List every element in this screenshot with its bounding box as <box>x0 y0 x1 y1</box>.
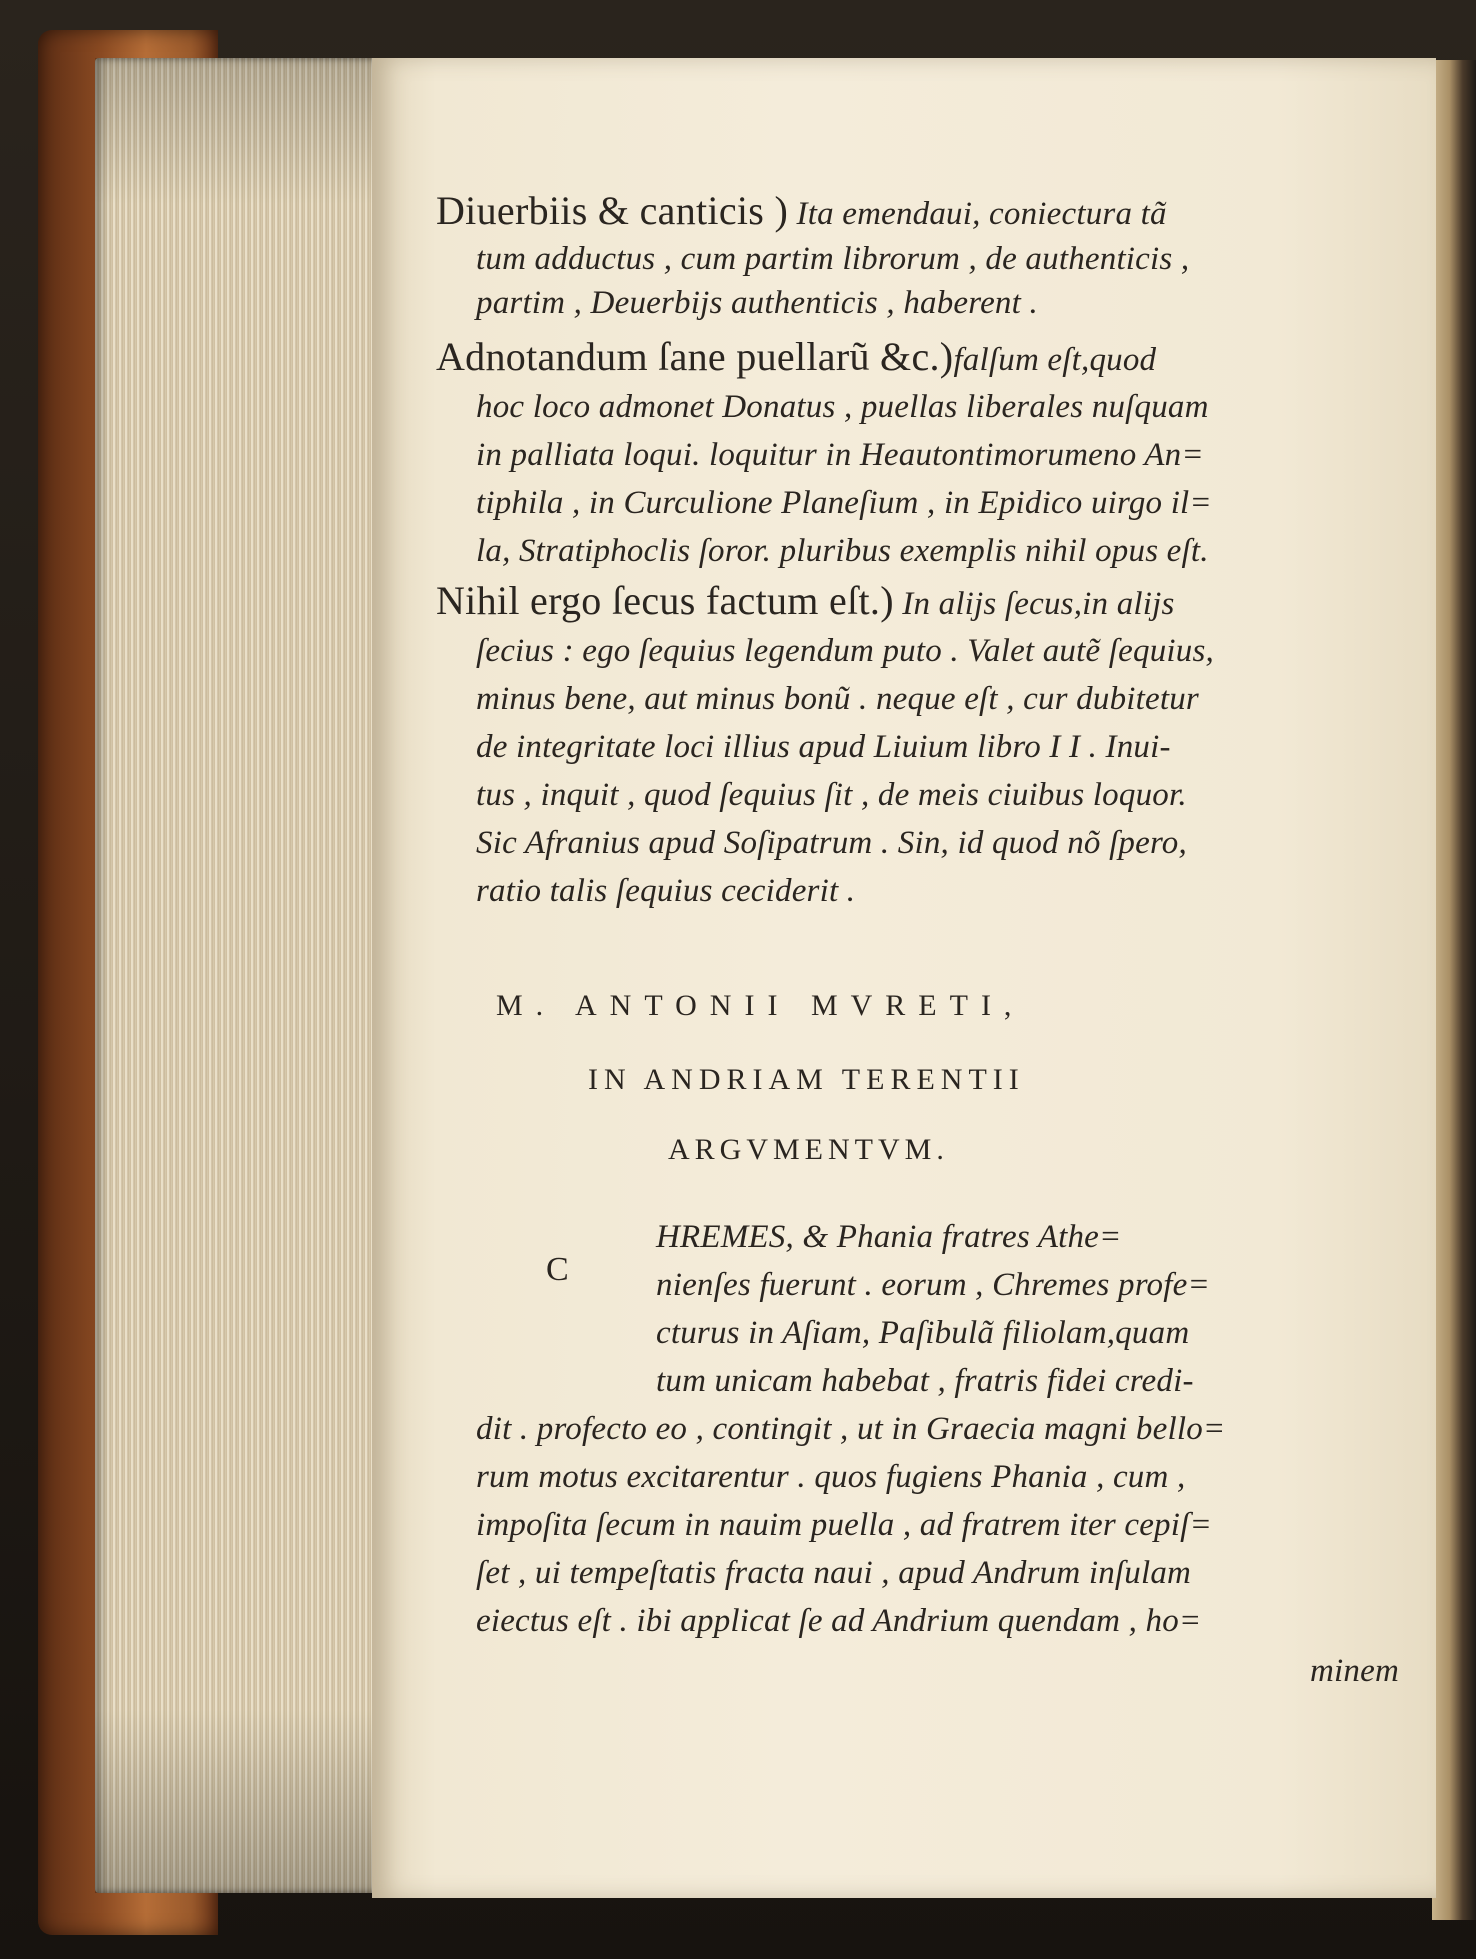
line-4 <box>436 334 1157 379</box>
lemma: Adnotandum ſane puellarũ &c.) <box>436 334 954 379</box>
arg-line-7: impoſita ſecum in nauim puella , ad fratrem iter cepiſ= <box>476 1507 1212 1543</box>
arg-line-6: rum motus excitarentur . quos fugiens Phania , cum , <box>476 1459 1186 1495</box>
catchword: minem <box>1310 1653 1399 1689</box>
line-9 <box>436 578 1175 623</box>
line-1 <box>436 188 1167 233</box>
arg-line-8: ſet , ui tempeſtatis fracta naui , apud Andrum inſulam <box>476 1555 1192 1591</box>
line-2: tum adductus , cum partim librorum , de authenticis , <box>476 241 1190 277</box>
line-7: tiphila , in Curculione Planeſium , in Epidico uirgo il= <box>476 485 1212 521</box>
heading-title: IN ANDRIAM TERENTII <box>588 1063 1025 1096</box>
heading-author: M. ANTONII MVRETI, <box>496 989 1025 1022</box>
arg-line-9: eiectus eſt . ibi applicat ſe ad Andrium quendam , ho= <box>476 1603 1202 1639</box>
arg-line-4: tum unicam habebat , fratris fidei credi- <box>656 1363 1194 1399</box>
line-10: ſecius : ego ſequius legendum puto . Valet autẽ ſequius, <box>476 633 1214 669</box>
gloss: Ita emendaui, coniectura tã <box>788 196 1167 232</box>
line-11: minus bene, aut minus bonũ . neque eſt , cur dubitetur <box>476 681 1199 717</box>
arg-line-2: nienſes fuerunt . eorum , Chremes profe= <box>656 1267 1210 1303</box>
line-3: partim , Deuerbijs authenticis , haberent . <box>476 285 1038 321</box>
gloss: In alijs ſecus,in alijs <box>893 586 1175 622</box>
line-8: la, Stratiphoclis ſoror. pluribus exemplis nihil opus eſt. <box>476 533 1209 569</box>
arg-line-5: dit . profecto eo , contingit , ut in Graecia magni bello= <box>476 1411 1226 1447</box>
lemma: Diuerbiis & canticis ) <box>436 188 789 233</box>
gloss: falſum eſt,quod <box>953 342 1157 378</box>
adjacent-page-edge <box>1432 60 1476 1920</box>
line-12: de integritate loci illius apud Liuium libro I I . Inui- <box>476 729 1171 765</box>
line-13: tus , inquit , quod ſequius ſit , de meis ciuibus loquor. <box>476 777 1187 813</box>
line-14: Sic Afranius apud Soſipatrum . Sin, id quod nõ ſpero, <box>476 825 1187 861</box>
line-6: in palliata loqui. loquitur in Heautontimorumeno An= <box>476 437 1204 473</box>
arg-line-1: HREMES, & Phania fratres Athe= <box>656 1219 1122 1255</box>
page-edges-shadow <box>95 58 385 1893</box>
lemma: Nihil ergo ſecus factum eſt.) <box>436 578 894 623</box>
line-15: ratio talis ſequius ceciderit . <box>476 873 856 909</box>
drop-cap: C <box>546 1251 569 1288</box>
heading-argumentum: ARGVMENTVM. <box>668 1133 949 1166</box>
book-page <box>372 58 1436 1898</box>
line-5: hoc loco admonet Donatus , puellas liberales nuſquam <box>476 389 1209 425</box>
arg-line-3: cturus in Aſiam, Paſibulã filiolam,quam <box>656 1315 1190 1351</box>
